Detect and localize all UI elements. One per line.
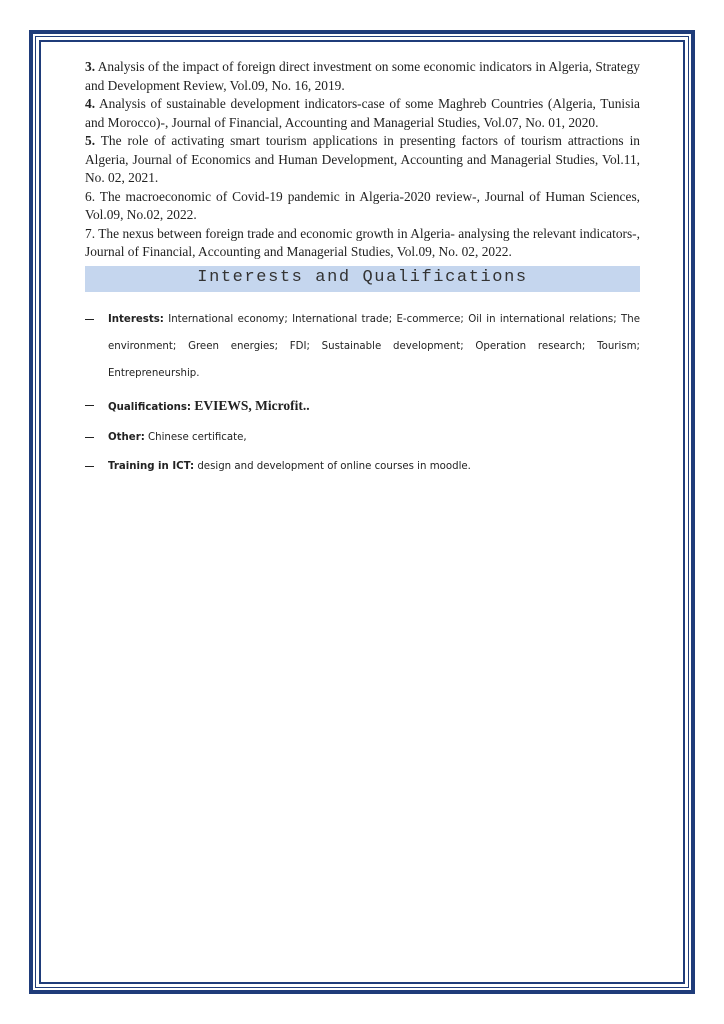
publication-text: 7. The nexus between foreign trade and economic growth in Algeria- analysing the relevant indicators-, Journal of Financial, Accounting and Managerial Studies, Vol.09, No. 02, 2022. <box>85 225 640 259</box>
item-label: Interests: <box>108 313 164 325</box>
interests-list <box>85 306 640 480</box>
publications-list <box>85 58 640 262</box>
publication-number: 5. <box>85 133 96 148</box>
publication-text: Analysis of the impact of foreign direct investment on some economic indicators in Algeria, Strategy and Development Review, Vol.09, No. 16, 2019. <box>85 59 640 93</box>
list-item-other <box>85 424 640 451</box>
publication-number: 3. <box>85 59 96 74</box>
item-label: Training in ICT: <box>108 460 195 472</box>
publication-number: 4. <box>85 96 96 111</box>
item-text: Chinese certificate, <box>144 431 247 443</box>
publication-text: 6. The macroeconomic of Covid-19 pandemic in Algeria-2020 review-, Journal of Human Sciences, Vol.09, No.02, 2022. <box>85 188 640 222</box>
list-item-training-ict <box>85 453 640 480</box>
item-label: Other: <box>108 431 145 443</box>
section-title: Interests and Qualifications <box>197 267 528 287</box>
publication-item <box>85 132 640 188</box>
publication-item <box>85 95 640 132</box>
item-text: EVIEWS, Microfit.. <box>191 397 310 413</box>
publication-item <box>85 188 640 225</box>
item-label: Qualifications: <box>108 401 191 413</box>
publication-text: The role of activating smart tourism applications in presenting factors of tourism attractions in Algeria, Journal of Economics and Human Development, Accounting and Managerial Studies, Vol.11, No. 02, 2021. <box>85 133 640 185</box>
publication-item <box>85 225 640 262</box>
publication-item <box>85 58 640 95</box>
list-item-interests <box>85 306 640 387</box>
list-item-qualifications <box>85 392 640 421</box>
item-text: International economy; International trade; E-commerce; Oil in international relations; The environment; Green energies; FDI; Sustainable development; Operation research; Tourism; Entrepreneurship. <box>108 313 640 379</box>
publication-text: Analysis of sustainable development indicators-case of some Maghreb Countries (Algeria, Tunisia and Morocco)-, Journal of Financial, Accounting and Managerial Studies, Vol.07, No. 01, 2020. <box>85 96 640 130</box>
item-text: design and development of online courses in moodle. <box>194 460 471 472</box>
section-header <box>85 266 640 292</box>
page-content <box>85 58 640 491</box>
